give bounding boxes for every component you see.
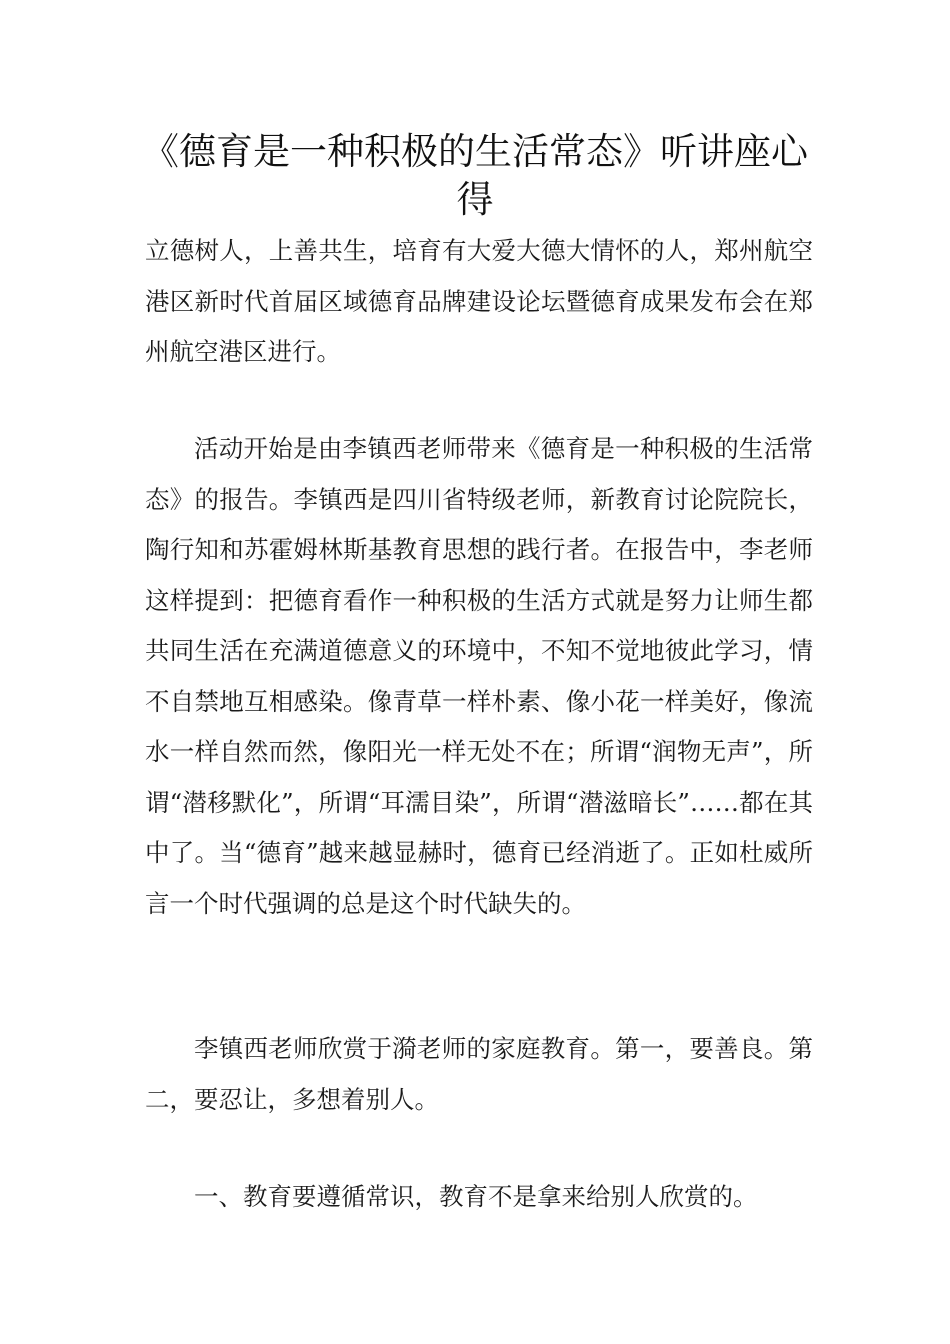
document-title: 《德育是一种积极的生活常态》听讲座心得 — [142, 130, 808, 221]
paragraph-report: 活动开始是由李镇西老师带来《德育是一种积极的生活常态》的报告。李镇西是四川省特级老师，新教育讨论院院长，陶行知和苏霍姆林斯基教育思想的践行者。在报告中，李老师这样提到：把德育看作一种积极的生活方式就是努力让师生都共同生活在充满道德意义的环境中，不知不觉地彼此学习，情不自禁地互相感染。像青草一样朴素、像小花一样美好，像流水一样自然而然，像阳光一样无处不在；所谓“润物无声”，所谓“潜移默化”，所谓“耳濡目染”，所谓“潜滋暗长”……都在其中了。当“德育”越来越显赫时，德育已经消逝了。正如杜威所言一个时代强调的总是这个时代缺失的。 — [145, 434, 813, 918]
paragraph-family-education: 李镇西老师欣赏于漪老师的家庭教育。第一，要善良。第二，要忍让，多想着别人。 — [145, 1034, 813, 1114]
paragraph-intro: 立德树人，上善共生，培育有大爱大德大情怀的人，郑州航空港区新时代首届区域德育品牌建设论坛暨德育成果发布会在郑州航空港区进行。 — [145, 236, 813, 366]
paragraph-point-one: 一、教育要遵循常识，教育不是拿来给别人欣赏的。 — [194, 1182, 758, 1211]
